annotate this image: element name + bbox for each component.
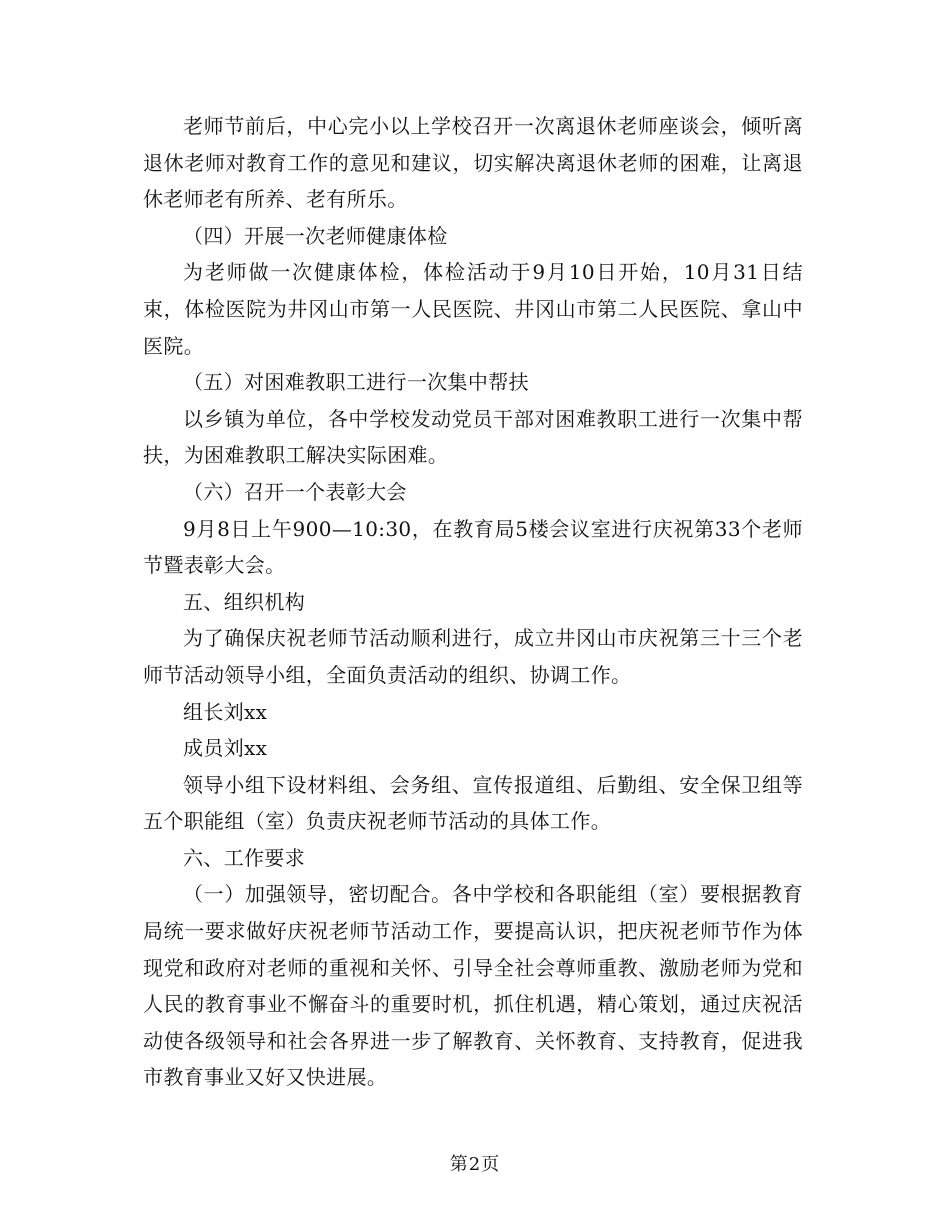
heading-organization: 五、组织机构 [183,589,306,614]
paragraph-commendation-meeting: 9月8日上午900—10:30，在教育局5楼会议室进行庆祝第33个老师节暨表彰大会。 [143,516,803,578]
paragraph-leadership-cooperation: （一）加强领导，密切配合。各中学校和各职能组（室）要根据教育局统一要求做好庆祝老师节活动工作，要提高认识，把庆祝老师节作为体现党和政府对老师的重视和关怀、引导全社会尊师重教、激励老师为党和人民的教育事业不懈奋斗的重要时机，抓住机遇，精心策划，通过庆祝活动使各级领导和社会各界进一步了解教育、关怀教育、支持教育，促进我市教育事业又好又快进展。 [143,882,803,1090]
paragraph-health-checkup: 为老师做一次健康体检，体检活动于9月10日开始，10月31日结束，体检医院为井冈山市第一人民医院、井冈山市第二人民医院、拿山中医院。 [143,260,803,358]
heading-work-requirements: 六、工作要求 [183,845,306,870]
document-body [143,108,803,1096]
heading-assistance: （五）对困难教职工进行一次集中帮扶 [183,370,529,395]
page-number: 第2页 [449,1154,501,1175]
paragraph-working-groups: 领导小组下设材料组、会务组、宣传报道组、后勤组、安全保卫组等五个职能组（室）负责庆祝老师节活动的具体工作。 [143,772,803,834]
paragraph-retired-teachers-forum: 老师节前后，中心完小以上学校召开一次离退休老师座谈会，倾听离退休老师对教育工作的意见和建议，切实解决离退休老师的困难，让离退休老师老有所养、老有所乐。 [143,114,803,212]
paragraph-assistance: 以乡镇为单位，各中学校发动党员干部对困难教职工进行一次集中帮扶，为困难教职工解决实际困难。 [143,406,803,468]
paragraph-group-leader: 组长刘xx [183,699,268,724]
paragraph-group-member: 成员刘xx [183,736,268,761]
heading-commendation-meeting: （六）召开一个表彰大会 [183,479,407,504]
heading-health-checkup: （四）开展一次老师健康体检 [183,223,448,248]
paragraph-organization: 为了确保庆祝老师节活动顺利进行，成立井冈山市庆祝第三十三个老师节活动领导小组，全面负责活动的组织、协调工作。 [143,626,803,687]
